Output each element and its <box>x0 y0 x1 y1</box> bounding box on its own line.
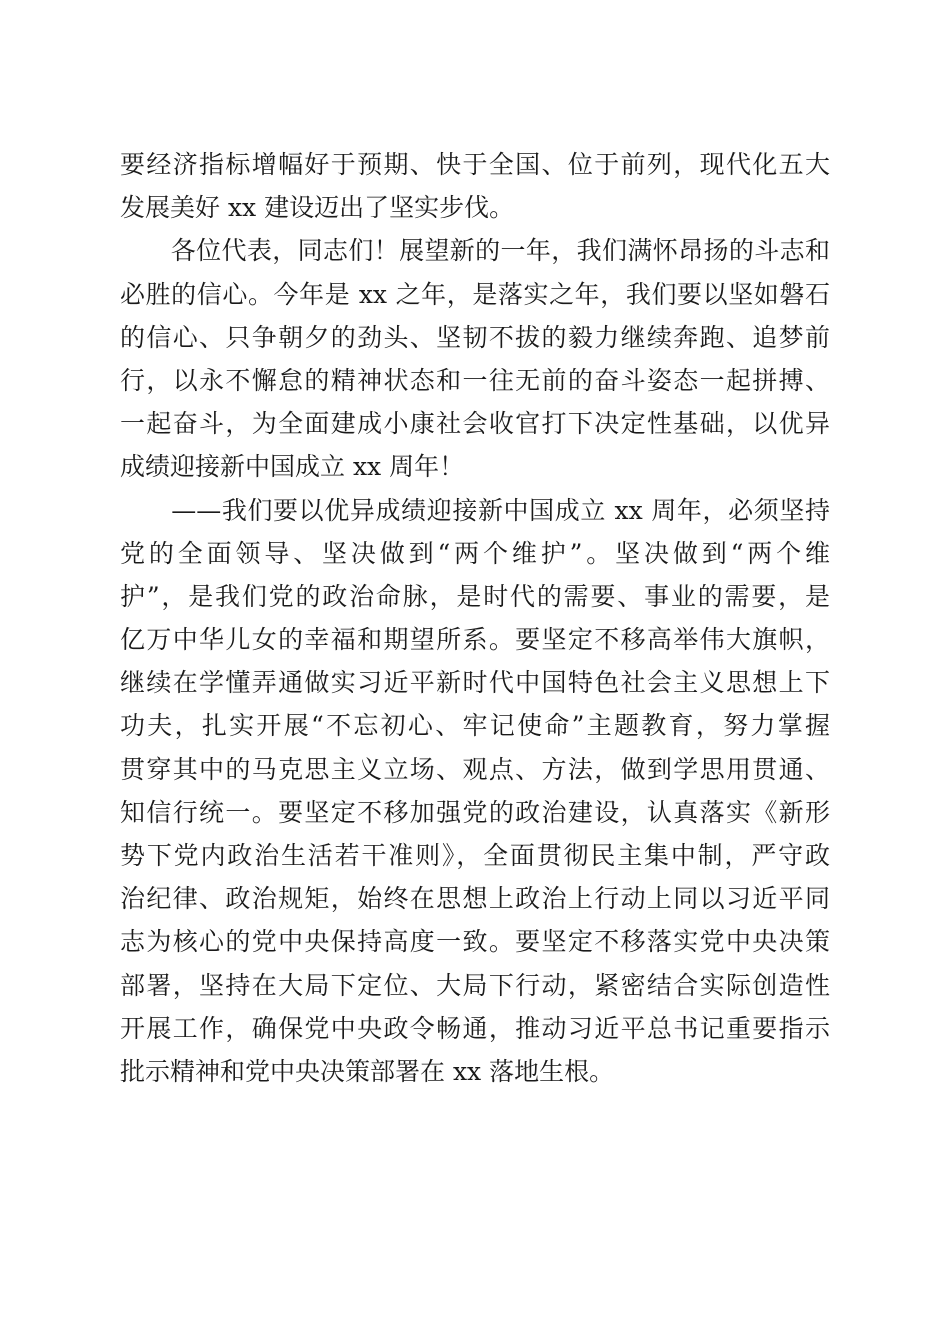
text-line: 护”，是我们党的政治命脉，是时代的需要、事业的需要，是 <box>120 581 830 611</box>
text-line: 志为核心的党中央保持高度一致。要坚定不移落实党中央决策 <box>120 927 830 957</box>
text-line: 成绩迎接新中国成立 xx 周年！ <box>120 452 465 482</box>
text-line: 的信心、只争朝夕的劲头、坚韧不拔的毅力继续奔跑、追梦前 <box>120 322 830 352</box>
text-line: 一起奋斗，为全面建成小康社会收官打下决定性基础，以优异 <box>120 409 830 439</box>
document-body <box>120 143 830 1093</box>
text-line: ——我们要以优异成绩迎接新中国成立 xx 周年，必须坚持 <box>120 495 830 525</box>
text-line: 发展美好 xx 建设迈出了坚实步伐。 <box>120 193 515 223</box>
text-line: 治纪律、政治规矩，始终在思想上政治上行动上同以习近平同 <box>120 884 830 914</box>
text-line: 知信行统一。要坚定不移加强党的政治建设，认真落实《新形 <box>120 797 830 827</box>
text-line: 亿万中华儿女的幸福和期望所系。要坚定不移高举伟大旗帜， <box>120 625 830 655</box>
text-line: 各位代表，同志们！展望新的一年，我们满怀昂扬的斗志和 <box>120 236 830 266</box>
text-line: 要经济指标增幅好于预期、快于全国、位于前列，现代化五大 <box>120 150 830 179</box>
text-line: 功夫，扎实开展“不忘初心、牢记使命”主题教育，努力掌握 <box>120 711 830 741</box>
text-line: 贯穿其中的马克思主义立场、观点、方法，做到学思用贯通、 <box>120 754 830 784</box>
text-line: 批示精神和党中央决策部署在 xx 落地生根。 <box>120 1056 615 1086</box>
text-line: 势下党内政治生活若干准则》，全面贯彻民主集中制，严守政 <box>120 841 830 870</box>
text-line: 开展工作，确保党中央政令畅通，推动习近平总书记重要指示 <box>120 1013 830 1043</box>
text-line: 部署，坚持在大局下定位、大局下行动，紧密结合实际创造性 <box>120 970 830 1000</box>
text-line: 继续在学懂弄通做实习近平新时代中国特色社会主义思想上下 <box>120 668 830 698</box>
text-line: 必胜的信心。今年是 xx 之年，是落实之年，我们要以坚如磐石 <box>120 279 830 309</box>
text-line: 行，以永不懈怠的精神状态和一往无前的奋斗姿态一起拼搏、 <box>120 365 830 395</box>
text-line: 党的全面领导、坚决做到“两个维护”。坚决做到“两个维 <box>120 538 830 568</box>
